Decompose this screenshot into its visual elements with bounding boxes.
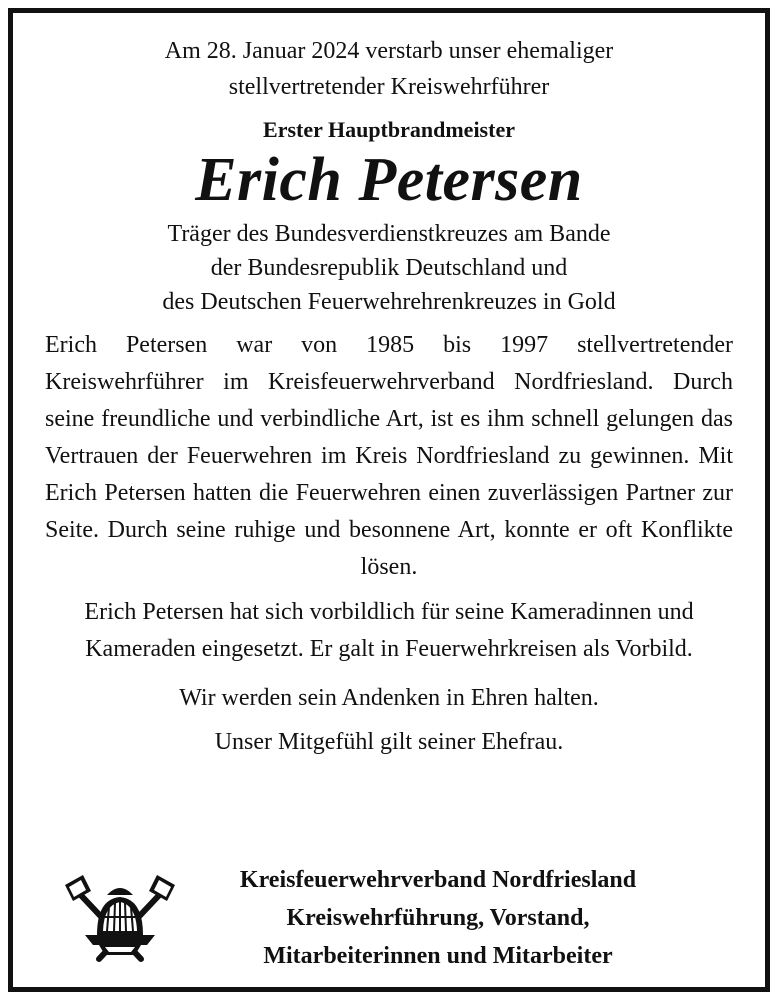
honors-line-3: des Deutschen Feuerwehrehrenkreuzes in Gold [162,289,616,315]
signature-line-2: Kreiswehrführung, Vorstand, [286,905,590,931]
honors-text [45,217,733,319]
deceased-rank: Erster Hauptbrandmeister [263,117,515,142]
deceased-name: Erich Petersen [195,146,583,214]
obituary-frame [8,8,770,992]
signature-line-1: Kreisfeuerwehrverband Nordfriesland [239,867,637,893]
remembrance-line: Wir werden sein Andenken in Ehren halten. [179,685,599,711]
honors-line-1: Träger des Bundesverdienstkreuzes am Bande [167,221,611,247]
signature-line-3: Mitarbeiterinnen und Mitarbeiter [263,943,613,969]
signature-text [178,861,698,975]
biography-paragraph-2: Erich Petersen hat sich vorbildlich für seine Kameradinnen und Kameraden eingesetzt. Er galt in Feuerwehrkreisen als Vorbild. [84,599,694,662]
biography-paragraph-1: Erich Petersen war von 1985 bis 1997 stellvertretender Kreiswehrführer im Kreisfeuerwehrverband Nordfriesland. Durch seine freundliche und verbindliche Art, ist es ihm schnell gelungen das Vertrauen der Feuerwehren im Kreis Nordfriesland zu gewinnen. Mit Erich Petersen hatten die Feuerwehren einen zuverlässigen Partner zur Seite. Durch seine ruhige und besonnene Art, konnte er oft Konflikte lösen. [45,332,733,580]
signature-block [13,861,765,981]
honors-line-2: der Bundesrepublik Deutschland und [210,255,568,281]
intro-text [45,33,733,105]
intro-line-1: Am 28. Januar 2024 verstarb unser ehemaliger [164,38,614,64]
fire-brigade-helmet-axes-icon [61,871,179,971]
obituary-content [13,13,765,987]
intro-line-2: stellvertretender Kreiswehrführer [228,74,550,100]
sympathy-line: Unser Mitgefühl gilt seiner Ehefrau. [214,729,564,755]
